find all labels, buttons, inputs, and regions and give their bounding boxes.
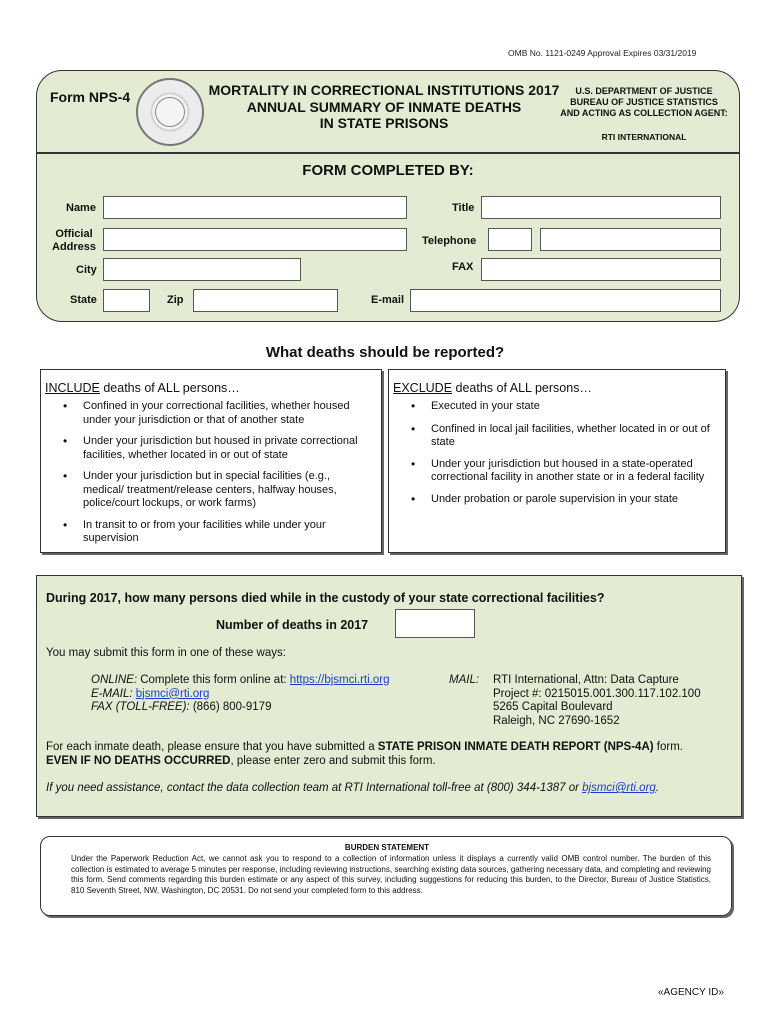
email-label: E-mail — [371, 294, 405, 306]
include-item: • In transit to or from your facilities while under your supervision — [61, 519, 373, 546]
header-divider — [37, 152, 739, 154]
telephone-label: Telephone — [422, 235, 477, 247]
custody-section — [36, 575, 742, 817]
submit-intro: You may submit this form in one of these ways: — [46, 647, 286, 659]
agency-line: U.S. DEPARTMENT OF JUSTICE — [575, 86, 713, 96]
doj-seal-icon — [136, 78, 204, 146]
name-field[interactable] — [103, 196, 407, 219]
state-field[interactable] — [103, 289, 150, 312]
telephone-area-code-field[interactable] — [488, 228, 532, 251]
online-url-link[interactable]: https://bjsmci.rti.org — [289, 674, 390, 686]
agency-line: AND ACTING AS COLLECTION AGENT: — [560, 108, 728, 118]
fax-line: FAX (TOLL-FREE): (866) 800-9179 — [91, 701, 272, 713]
mail-label: MAIL: — [449, 674, 480, 686]
address-field[interactable] — [103, 228, 407, 251]
include-box — [40, 369, 382, 553]
collection-agent: RTI INTERNATIONAL — [601, 132, 687, 142]
form-title-line: IN STATE PRISONS — [319, 115, 449, 131]
custody-question: During 2017, how many persons died while in the custody of your state correctional facilities? — [46, 591, 605, 605]
exclude-item: • Executed in your state — [409, 400, 723, 414]
title-field[interactable] — [481, 196, 721, 219]
form-title — [204, 82, 564, 132]
email-link[interactable]: bjsmci@rti.org — [135, 687, 210, 700]
zip-field[interactable] — [193, 289, 338, 312]
title-label: Title — [452, 202, 475, 214]
form-id: Form NPS-4 — [50, 89, 131, 105]
agency-block — [558, 86, 730, 143]
state-label: State — [70, 294, 97, 306]
number-deaths-field[interactable] — [395, 609, 475, 638]
form-title-line: MORTALITY IN CORRECTIONAL INSTITUTIONS 2017 — [208, 82, 560, 98]
agency-id: «AGENCY ID» — [658, 987, 724, 998]
agency-line: BUREAU OF JUSTICE STATISTICS — [570, 97, 718, 107]
form-title-line: ANNUAL SUMMARY OF INMATE DEATHS — [246, 98, 522, 115]
burden-statement-box — [40, 836, 732, 916]
deaths-heading: What deaths should be reported? — [265, 344, 505, 361]
include-list — [61, 400, 373, 546]
telephone-number-field[interactable] — [540, 228, 721, 251]
name-label: Name — [66, 202, 96, 214]
exclude-item: • Under probation or parole supervision in your state — [409, 493, 723, 507]
each-death-instruction: For each inmate death, please ensure that you have submitted a STATE PRISON INMATE DEATH REPORT (NPS-4A) form. EVEN IF NO DEATHS OCCURRED, please enter zero and submit this form. — [46, 741, 683, 767]
zip-label: Zip — [167, 294, 184, 306]
number-deaths-label: Number of deaths in 2017 — [216, 618, 369, 632]
submit-methods — [91, 674, 451, 715]
online-line: ONLINE: Complete this form online at: https://bjsmci.rti.org — [91, 674, 390, 686]
official-address-label: Official Address — [52, 228, 97, 253]
include-heading: INCLUDE deaths of ALL persons… — [45, 381, 240, 395]
fax-label: FAX — [452, 261, 474, 273]
assistance-note: If you need assistance, contact the data collection team at RTI International toll-free at (800) 344-1387 or bjsmci@rti.org. — [46, 782, 659, 794]
exclude-item: • Confined in local jail facilities, whether located in or out of state — [409, 423, 723, 450]
exclude-heading: EXCLUDE deaths of ALL persons… — [393, 381, 592, 395]
include-item: • Confined in your correctional facilities, whether housed under your jurisdiction or that of another state — [61, 400, 373, 427]
completed-by-heading: FORM COMPLETED BY: — [302, 162, 474, 179]
email-field[interactable] — [410, 289, 721, 312]
include-item: • Under your jurisdiction but housed in private correctional facilities, whether located in or out of state — [61, 435, 373, 462]
city-field[interactable] — [103, 258, 301, 281]
exclude-box — [388, 369, 726, 553]
burden-title: BURDEN STATEMENT — [344, 843, 430, 852]
fax-field[interactable] — [481, 258, 721, 281]
include-item: • Under your jurisdiction but in special facilities (e.g., medical/ treatment/release centers, halfway houses, police/court lockups, or work farms) — [61, 470, 373, 511]
exclude-item: • Under your jurisdiction but housed in a state-operated correctional facility in another state or in a federal facility — [409, 458, 723, 485]
burden-text: Under the Paperwork Reduction Act, we cannot ask you to respond to a collection of information unless it displays a currently valid OMB control number. The burden of this collection is estimated to average 5 minutes per response, including reviewing instructions, searching existing data sources, gathering necessary data, and completing and reviewing this form. Send comments regarding this burden estimate or any aspect of this survey, including suggestions for reducing this burden, to the Director, Bureau of Justice Statistics, 810 Seventh Street, NW, Washington, DC 20531. Do not send your completed form to this address. — [71, 854, 711, 895]
exclude-list — [409, 400, 723, 506]
city-label: City — [76, 264, 97, 276]
email-line: E-MAIL: bjsmci@rti.org — [91, 687, 210, 700]
mail-address: RTI International, Attn: Data Capture Project #: 0215015.001.300.117.102.100 5265 Capital Boulevard Raleigh, NC 27690-1652 — [493, 674, 701, 727]
omb-approval-note: OMB No. 1121-0249 Approval Expires 03/31/2019 — [508, 48, 697, 58]
assistance-email-link[interactable]: bjsmci@rti.org — [582, 782, 656, 794]
